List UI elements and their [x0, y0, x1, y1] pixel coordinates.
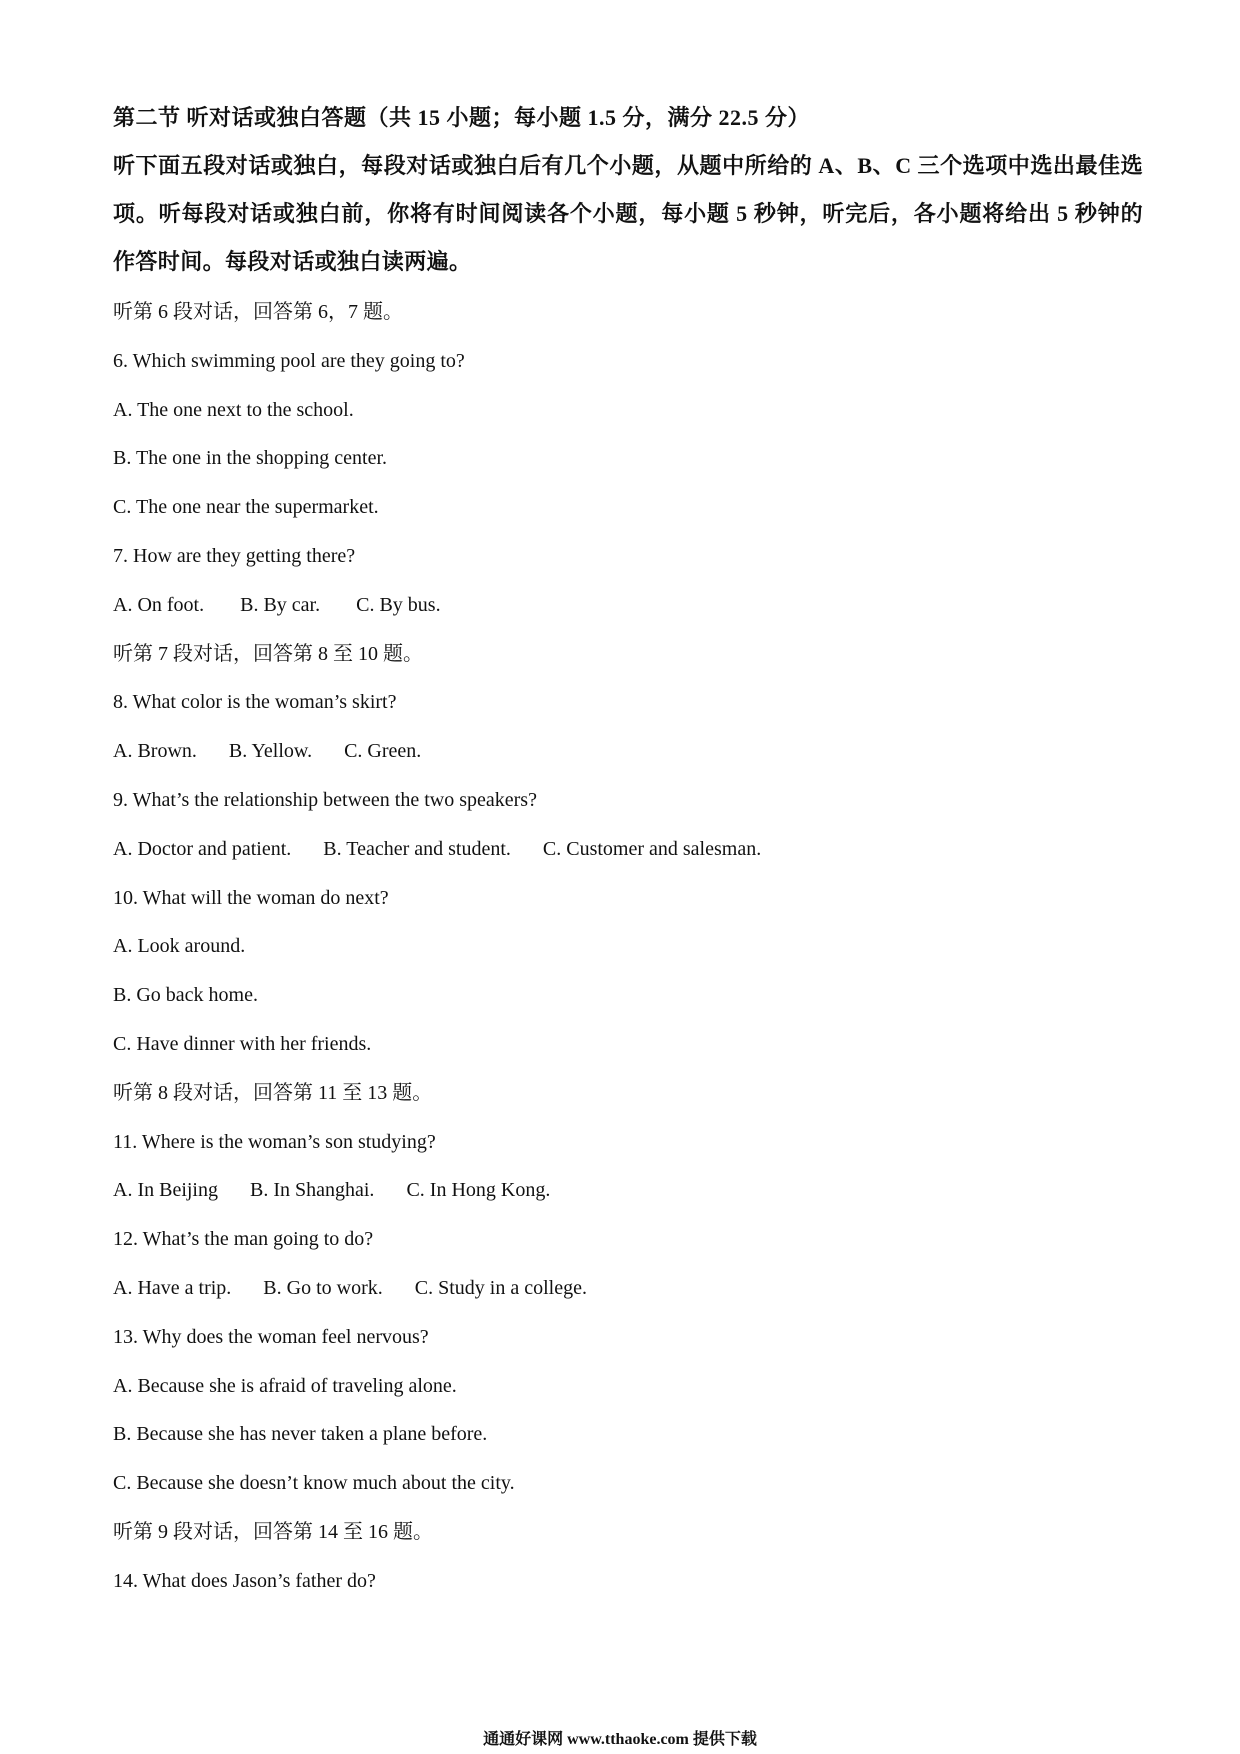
part-heading-6: 听第 6 段对话，回答第 6，7 题。: [113, 301, 403, 323]
question-11-option-b: B. In Shanghai.: [250, 1179, 375, 1202]
question-12-option-b: B. Go to work.: [263, 1276, 383, 1299]
part-heading-9: 听第 9 段对话，回答第 14 至 16 题。: [113, 1520, 433, 1543]
question-7-option-a: A. On foot.: [113, 593, 205, 616]
section-instructions: 听下面五段对话或独白，每段对话或独白后有几个小题，从题中所给的 A、B、C 三个选项中选出最佳选项。听每段对话或独白前，你将有时间阅读各个小题，每小题 5 秒钟，听完后，各小题将给出 5 秒钟的作答时间。每段对话或独白读两遍。: [113, 153, 1143, 274]
question-11-options: [113, 1166, 1143, 1215]
question-12: 12. What’s the man going to do?: [113, 1228, 374, 1251]
question-11-option-a: A. In Beijing: [113, 1179, 218, 1202]
question-9-options: [113, 825, 1143, 874]
question-6: 6. Which swimming pool are they going to?: [113, 349, 465, 372]
question-7-option-b: B. By car.: [240, 593, 321, 616]
question-8-option-a: A. Brown.: [113, 740, 197, 763]
question-12-option-c: C. Study in a college.: [414, 1276, 587, 1299]
question-13-option-a: A. Because she is afraid of traveling alone.: [113, 1374, 457, 1397]
question-12-options: [113, 1264, 1143, 1313]
exam-page: [113, 98, 1143, 1606]
question-14: 14. What does Jason’s father do?: [113, 1569, 376, 1592]
question-10: 10. What will the woman do next?: [113, 886, 389, 909]
page-footer: 通通好课网 www.tthaoke.com 提供下载: [483, 1731, 757, 1748]
section-title: 第二节 听对话或独白答题（共 15 小题；每小题 1.5 分，满分 22.5 分）: [113, 105, 811, 130]
question-9-option-c: C. Customer and salesman.: [542, 837, 762, 860]
question-12-option-a: A. Have a trip.: [113, 1276, 232, 1299]
question-8-option-c: C. Green.: [344, 740, 422, 763]
question-7-options: [113, 581, 1143, 630]
question-8: 8. What color is the woman’s skirt?: [113, 691, 397, 714]
question-9-option-b: B. Teacher and student.: [323, 837, 511, 860]
question-11: 11. Where is the woman’s son studying?: [113, 1130, 436, 1153]
question-8-options: [113, 727, 1143, 776]
question-9: 9. What’s the relationship between the two speakers?: [113, 788, 537, 811]
question-6-option-a: A. The one next to the school.: [113, 398, 354, 421]
question-6-option-b: B. The one in the shopping center.: [113, 447, 388, 470]
question-13: 13. Why does the woman feel nervous?: [113, 1325, 429, 1348]
part-heading-7: 听第 7 段对话，回答第 8 至 10 题。: [113, 642, 423, 665]
question-11-option-c: C. In Hong Kong.: [406, 1179, 551, 1202]
question-10-option-c: C. Have dinner with her friends.: [113, 1032, 372, 1055]
part-heading-8: 听第 8 段对话，回答第 11 至 13 题。: [113, 1081, 433, 1104]
question-7-option-c: C. By bus.: [356, 593, 441, 616]
question-13-option-c: C. Because she doesn’t know much about the city.: [113, 1472, 515, 1495]
question-7: 7. How are they getting there?: [113, 544, 356, 567]
question-8-option-b: B. Yellow.: [228, 740, 313, 763]
question-9-option-a: A. Doctor and patient.: [113, 837, 292, 860]
question-10-option-b: B. Go back home.: [113, 984, 258, 1007]
question-6-option-c: C. The one near the supermarket.: [113, 496, 379, 519]
question-10-option-a: A. Look around.: [113, 935, 246, 958]
question-13-option-b: B. Because she has never taken a plane before.: [113, 1423, 488, 1446]
